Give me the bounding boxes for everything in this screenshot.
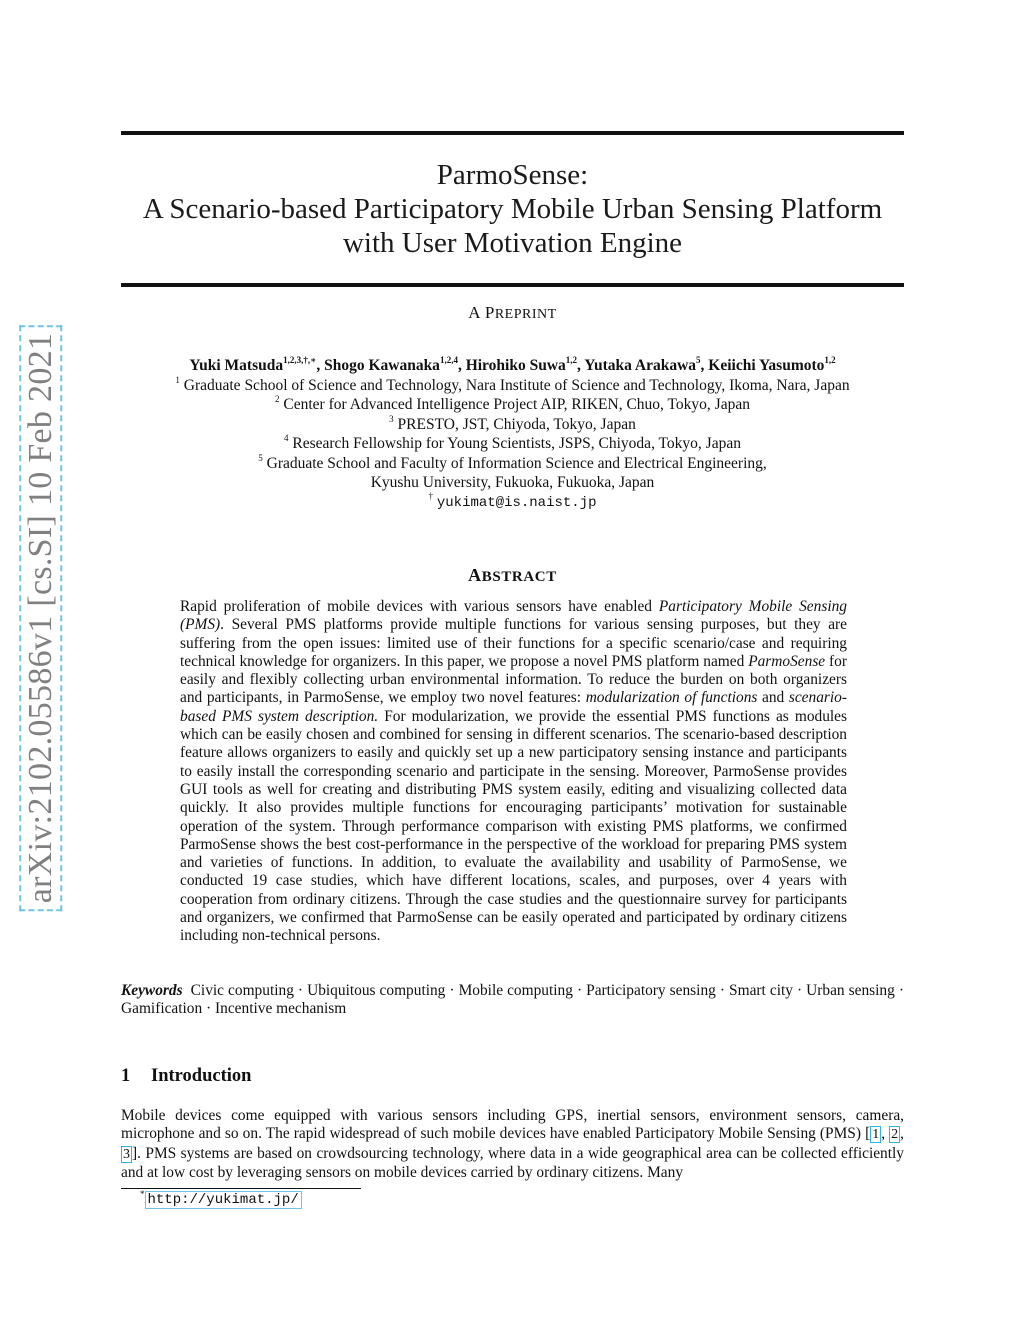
affiliation-text: Graduate School of Science and Technology, Nara Institute of Science and Technology, Ikoma, Nara, Japan [183, 377, 850, 394]
affiliation-mark: 1 [175, 375, 180, 385]
abstract-heading-first: A [468, 565, 482, 585]
author-name: Hirohiko Suwa [465, 357, 566, 374]
abstract-text-run: for easily and flexibly collecting urban environmental information. To reduce the burden on both organizers and participants, in ParmoSense, we employ two novel features: [180, 652, 847, 707]
affiliation-mark: 2 [275, 394, 280, 405]
affiliation-mark: 3 [389, 413, 394, 424]
intro-text-run: ]. PMS systems are based on crowdsourcing technology, where data in a wide geographical area can be collected efficiently and at low cost by leveraging sensors on mobile devices carried by ordinary citizens. Many [121, 1144, 904, 1181]
affiliation-text: Kyushu University, Fukuoka, Fukuoka, Japan [370, 474, 655, 492]
author-affiliation-marks: 5 [696, 355, 701, 365]
section-title: Introduction [151, 1066, 252, 1086]
author-affiliation-marks: 1,2 [565, 355, 578, 365]
intro-text-run: Mobile devices come equipped with various sensors including GPS, inertial sensors, environment sensors, camera, microphone and so on. The rapid widespread of such mobile devices have enabled Participatory Mobile Sensing (PMS) [ [121, 1107, 904, 1143]
affiliation-3 [121, 415, 904, 434]
author-affiliation-marks: 1,2 [824, 355, 836, 365]
author-separator: , [700, 357, 709, 374]
footnote-rule [121, 1188, 361, 1189]
arxiv-identifier-link[interactable] [22, 325, 60, 911]
keywords [121, 982, 904, 1019]
keywords-label: Keywords [121, 982, 183, 999]
author-name: Yutaka Arakawa [584, 357, 697, 374]
abstract-emphasis: scenario-based PMS system description. [180, 689, 847, 725]
paper-title [121, 158, 904, 260]
affiliation-1 [121, 376, 904, 395]
affiliation-text: Center for Advanced Intelligence Project AIP, RIKEN, Chuo, Tokyo, Japan [283, 396, 750, 414]
title-line-2: A Scenario-based Participatory Mobile Urban Sensing Platform [142, 193, 883, 225]
affiliation-4 [121, 434, 904, 453]
keywords-list: Civic computing · Ubiquitous computing · Mobile computing · Participatory sensing · Smart city · Urban sensing · Gamification · Incentive mechanism [121, 982, 904, 1018]
citation-link[interactable]: 3 [123, 1146, 130, 1162]
introduction-body: Mobile devices come equipped with various sensors including GPS, inertial sensors, environment sensors, camera, microphone and so on. The rapid widespread of such mobile devices have enabled Participatory Mobile Sensing (PMS) [ 1 , 2 , 3 ]. PMS systems are based on crowdsourcing technology, where data in a wide geographical area can be collected efficiently and at low cost by leveraging sensors on mobile devices carried by ordinary citizens. Many [121, 1107, 904, 1181]
author-separator: , [577, 357, 585, 374]
affiliation-5 [121, 454, 904, 473]
section-heading-introduction [121, 1066, 251, 1087]
preprint-first: A P [468, 303, 495, 322]
preprint-label [121, 303, 904, 323]
abstract-body [180, 598, 847, 946]
citation-link[interactable]: 1 [872, 1127, 880, 1143]
author-affiliation-marks: 1,2,3,†,∗ [283, 355, 317, 365]
abstract-text-run: and [757, 689, 789, 707]
affiliation-5-continued [121, 473, 904, 492]
abstract-heading [121, 565, 904, 586]
preprint-rest: REPRINT [494, 307, 557, 322]
author-name: Keiichi Yasumoto [708, 357, 825, 374]
arxiv-stamp [18, 330, 64, 906]
affiliation-text: Research Fellowship for Young Scientists, JSPS, Chiyoda, Tokyo, Japan [292, 435, 741, 453]
arxiv-identifier-text[interactable]: arXiv:2102.05586v1 [cs.SI] 10 Feb 2021 [19, 325, 62, 911]
title-top-rule [121, 131, 904, 135]
abstract-text-run: For modularization, we provide the essential PMS functions as modules which can be easily chosen and combined for sensing in different scenarios. The scenario-based description feature allows organizers to easily and quickly set up a new participatory sensing instance and participants to easily install the corresponding scenario and participate in the sensing. Moreover, ParmoSense provides GUI tools as well for creating and distributing PMS system easily, editing and visualizing collected data quickly. It also provides multiple functions for encouraging participants’ motivation for sustainable operation of the system. Through performance comparison with existing PMS platforms, we confirmed ParmoSense shows the best cost-performance in the perspective of the workload for preparing PMS system and varieties of functions. In addition, to evaluate the availability and usability of ParmoSense, we conducted 19 case studies, which have different locations, scales, and purposes, over 4 years with cooperation from ordinary citizens. Through the case studies and the questionnaire survey for participants and organizers, we confirmed that ParmoSense can be easily operated and participated by ordinary citizens including non-technical persons. [180, 707, 847, 945]
affiliation-text: Graduate School and Faculty of Information Science and Electrical Engineering, [266, 454, 767, 472]
abstract-heading-rest: BSTRACT [481, 569, 557, 585]
abstract-emphasis: modularization of functions [585, 689, 758, 707]
abstract-text-run: Rapid proliferation of mobile devices with various sensors have enabled [180, 598, 659, 615]
author-name: Yuki Matsuda [189, 357, 284, 374]
affiliation-text: PRESTO, JST, Chiyoda, Tokyo, Japan [397, 415, 636, 433]
footnote [140, 1189, 302, 1208]
section-number: 1 [121, 1066, 131, 1086]
contact-email [121, 492, 904, 513]
title-line-3: with User Motivation Engine [342, 227, 683, 259]
footnote-url-link[interactable]: http://yukimat.jp/ [145, 1191, 302, 1209]
affiliation-mark: 4 [284, 433, 289, 444]
author-separator: , [457, 357, 466, 374]
email-address: yukimat@is.naist.jp [436, 495, 597, 512]
abstract-emphasis: ParmoSense [748, 652, 826, 670]
author-name: Shogo Kawanaka [324, 357, 440, 374]
abstract-emphasis: Participatory Mobile Sensing (PMS) [180, 598, 847, 634]
abstract-text-run: . Several PMS platforms provide multiple functions for various sensing purposes, but they are suffering from the open issues: limited use of their functions for a specific scenario/case and requiring technical knowledge for organizers. In this paper, we propose a novel PMS platform named [180, 616, 847, 670]
author-list [121, 356, 904, 376]
author-separator: , [316, 357, 325, 374]
title-line-1: ParmoSense: [436, 159, 589, 191]
affiliation-mark: 5 [258, 452, 263, 463]
citation-link[interactable]: 2 [891, 1127, 899, 1143]
footnote-mark: * [140, 1189, 145, 1199]
affiliation-2 [121, 395, 904, 414]
authors-block [121, 356, 904, 514]
title-bottom-rule [121, 283, 904, 287]
email-mark: † [428, 491, 433, 502]
author-affiliation-marks: 1,2,4 [439, 355, 458, 365]
